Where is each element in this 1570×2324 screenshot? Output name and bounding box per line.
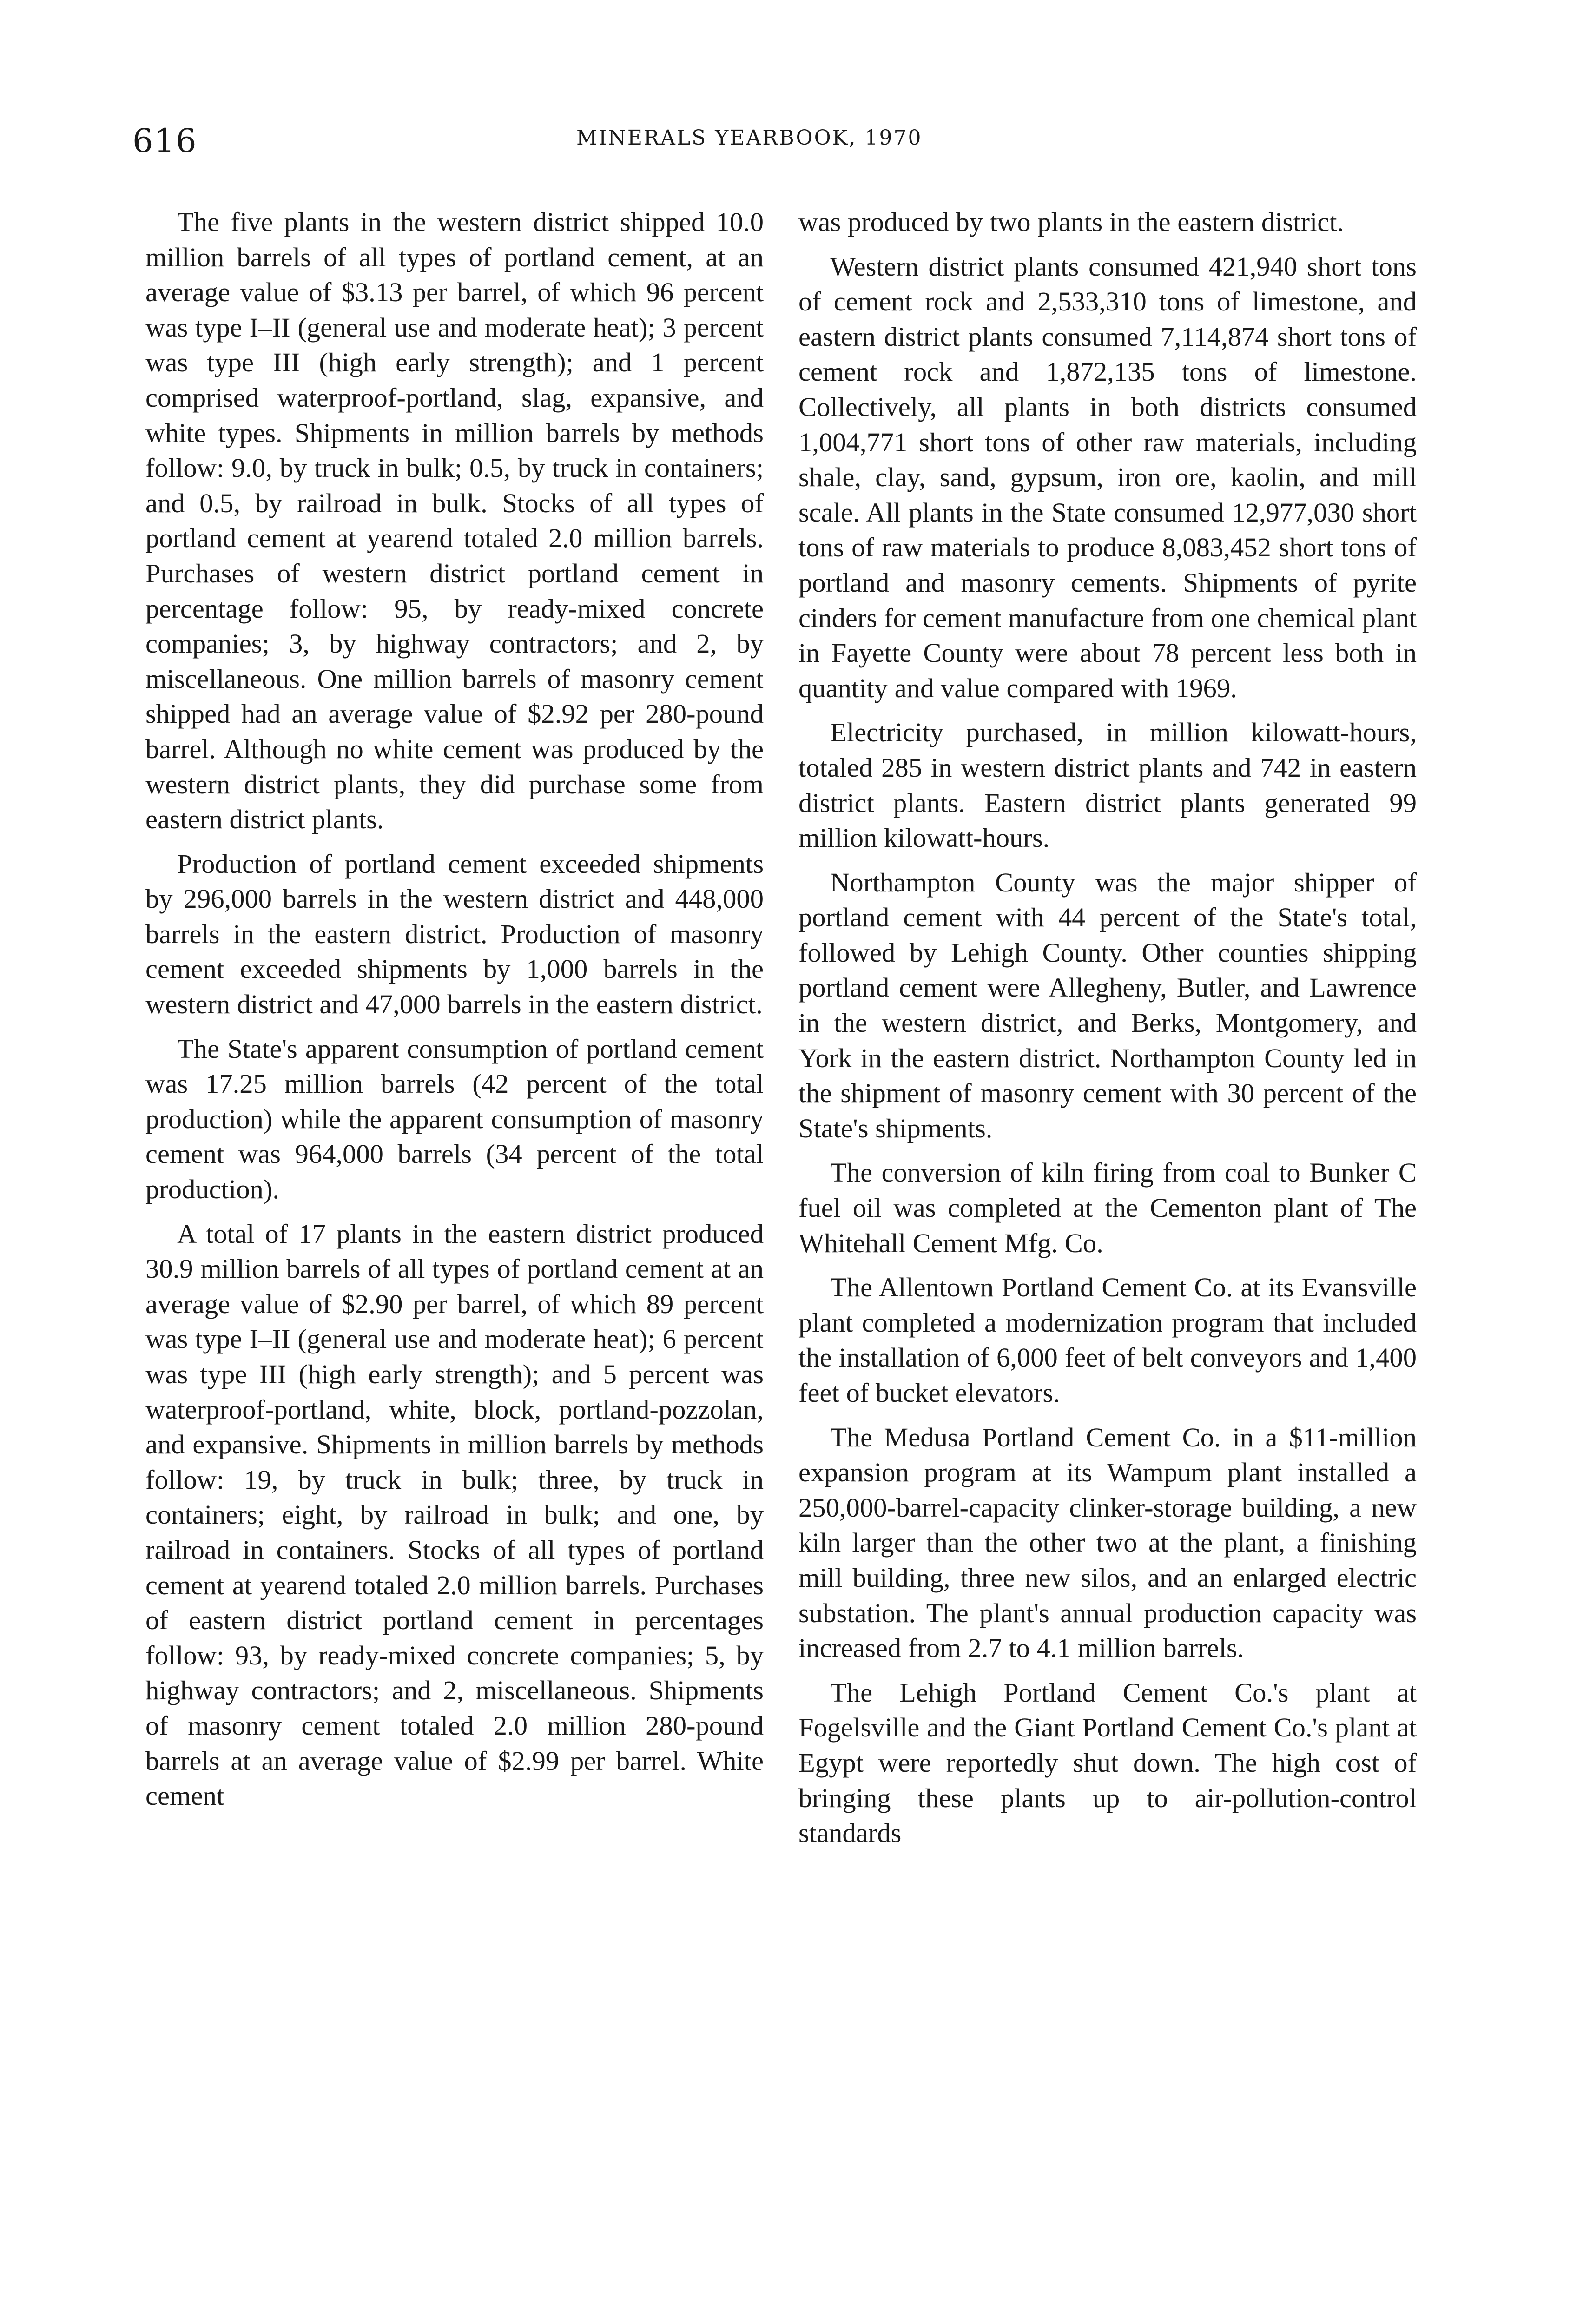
paragraph-production-vs-shipments: Production of portland cement exceeded shipments by 296,000 barrels in the western district and 448,000 barrels in the eastern district. Production of masonry cement exceeded shipments by 1,000 barrels in the western district and 47,000 barrels in the eastern district. <box>145 848 764 1020</box>
left-column <box>145 205 764 1823</box>
paragraph-county-shipments: Northampton County was the major shipper of portland cement with 44 percent of the State's total, followed by Lehigh County. Other counties shipping portland cement were Allegheny, Butler, and Lawrence in the western district, and Berks, Montgomery, and York in the eastern district. Northampton County led in the shipment of masonry cement with 30 percent of the State's shipments. <box>798 867 1417 1143</box>
paragraph-electricity: Electricity purchased, in million kilowatt-hours, totaled 285 in western district plants and 742 in eastern district plants. Eastern district plants generated 99 million kilowatt-hours. <box>798 717 1417 853</box>
paragraph-allentown-modernization: The Allentown Portland Cement Co. at its Evansville plant completed a modernization program that included the installation of 6,000 feet of belt conveyors and 1,400 feet of bucket elevators. <box>798 1272 1417 1408</box>
paragraph-western-district-shipments: The five plants in the western district shipped 10.0 million barrels of all types of portland cement, at an average value of $3.13 per barrel, of which 96 percent was type I–II (general use and moderate heat); 3 percent was type III (high early strength); and 1 percent comprised waterproof-portland, slag, expansive, and white types. Shipments in million barrels by methods follow: 9.0, by truck in bulk; 0.5, by truck in containers; and 0.5, by railroad in bulk. Stocks of all types of portland cement at yearend totaled 2.0 million barrels. Purchases of western district portland cement in percentage follow: 95, by ready-mixed concrete companies; 3, by highway contractors; and 2, by miscellaneous. One million barrels of masonry cement shipped had an average value of $2.92 per 280-pound barrel. Although no white cement was produced by the western district plants, they did purchase some from eastern district plants. <box>145 207 764 835</box>
paragraph-kiln-conversion: The conversion of kiln firing from coal to Bunker C fuel oil was completed at the Cementon plant of The Whitehall Cement Mfg. Co. <box>798 1157 1417 1258</box>
paragraph-apparent-consumption: The State's apparent consumption of portland cement was 17.25 million barrels (42 percent of the total production) while the apparent consumption of masonry cement was 964,000 barrels (34 percent of the total production). <box>145 1033 764 1205</box>
paragraph-continuation: was produced by two plants in the eastern district. <box>798 207 1344 237</box>
paragraph-plant-shutdowns: The Lehigh Portland Cement Co.'s plant at Fogelsville and the Giant Portland Cement Co.'s plant at Egypt were reportedly shut down. The high cost of bringing these plants up to air-pollution-control standards <box>798 1677 1417 1849</box>
paragraph-eastern-district-plants: A total of 17 plants in the eastern district produced 30.9 million barrels of all types of portland cement at an average value of $2.90 per barrel, of which 89 percent was type I–II (general use and moderate heat); 6 percent was type III (high early strength); and 5 percent was waterproof-portland, white, block, portland-pozzolan, and expansive. Shipments in million barrels by methods follow: 19, by truck in bulk; three, by truck in containers; eight, by railroad in bulk; and one, by railroad in containers. Stocks of all types of portland cement at yearend totaled 2.0 million barrels. Purchases of eastern district portland cement in percentages follow: 93, by ready-mixed concrete companies; 5, by highway contractors; and 2, miscellaneous. Shipments of masonry cement totaled 2.0 million 280-pound barrels at an average value of $2.99 per barrel. White cement <box>145 1218 764 1811</box>
right-column <box>798 205 1417 1860</box>
paragraph-medusa-expansion: The Medusa Portland Cement Co. in a $11-million expansion program at its Wampum plant installed a 250,000-barrel-capacity clinker-storage building, a new kiln larger than the other two at the plant, a finishing mill building, three new silos, and an enlarged electric substation. The plant's annual production capacity was increased from 2.7 to 4.1 million barrels. <box>798 1422 1417 1664</box>
page-number: 616 <box>132 122 198 160</box>
running-title: MINERALS YEARBOOK, 1970 <box>576 126 923 150</box>
paragraph-raw-materials: Western district plants consumed 421,940 short tons of cement rock and 2,533,310 tons of limestone, and eastern district plants consumed 7,114,874 short tons of cement rock and 1,872,135 tons of limestone. Collectively, all plants in both districts consumed 1,004,771 short tons of other raw materials, including shale, clay, sand, gypsum, iron ore, kaolin, and mill scale. All plants in the State consumed 12,977,030 short tons of raw materials to produce 8,083,452 short tons of portland and masonry cements. Shipments of pyrite cinders for cement manufacture from one chemical plant in Fayette County were about 78 percent less both in quantity and value compared with 1969. <box>798 251 1417 703</box>
